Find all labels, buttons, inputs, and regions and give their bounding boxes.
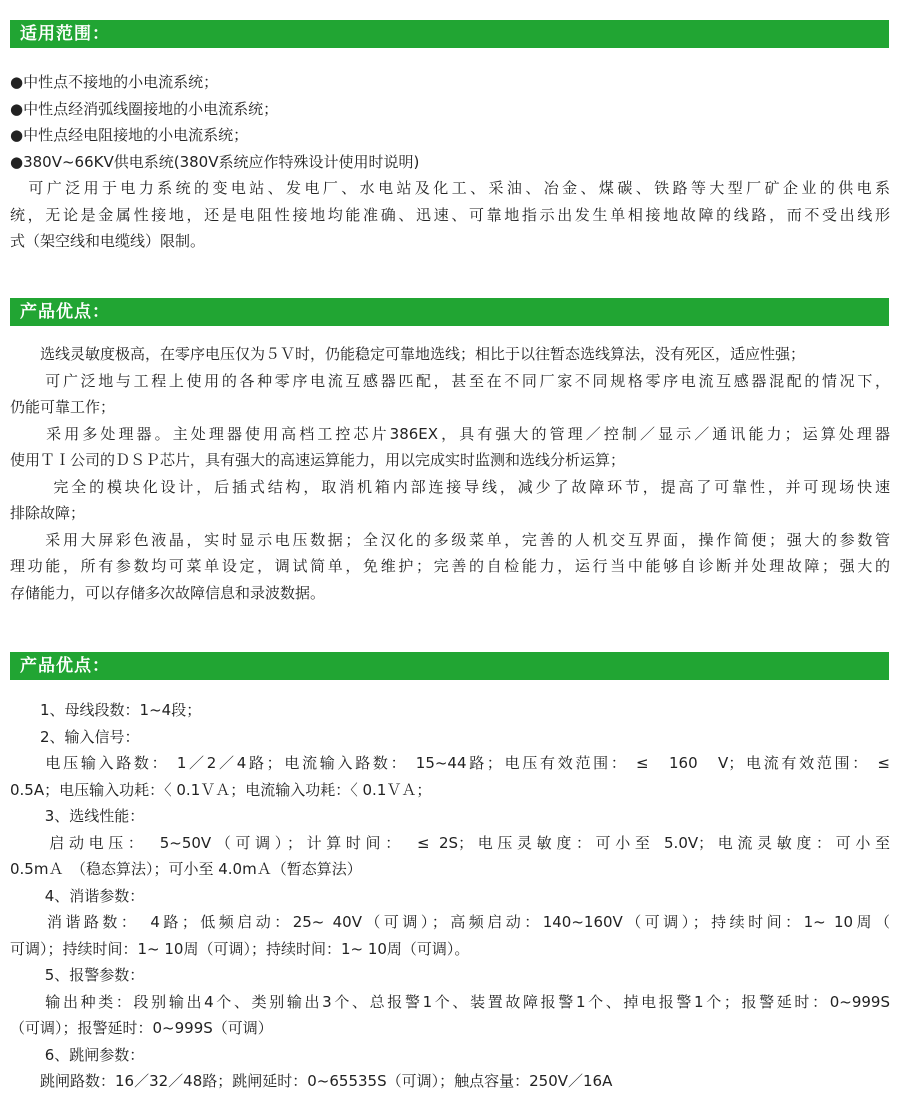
spec-line: 可调）；持续时间：1~ 10周（可调）；持续时间：1~ 10周（可调）。 [10, 939, 470, 958]
section-title-bar: 适用范围： [10, 20, 889, 48]
spec-line: 0.5mＡ （稳态算法）；可小至 4.0mＡ（暂态算法） [10, 860, 362, 878]
spec-line: 电压输入路数： 1／2／4路；电流输入路数： 15~44路；电压有效范围： ≤ 160 V；电流有效范围： ≤ [10, 754, 890, 772]
spec-line: 启动电压： 5~50V（可调）；计算时间： ≤ 2S；电压灵敏度：可小至 5.0V；电流灵敏度：可小至 [10, 833, 890, 852]
spec-line: 消谐路数： 4路；低频启动：25~ 40V（可调）；高频启动：140~160V（可调）；持续时间：1~ 10周（ [10, 913, 890, 931]
spec-line: 输出种类：段别输出4个、类别输出3个、总报警1个、装置故障报警1个、掉电报警1个；报警延时：0~999S [10, 992, 890, 1011]
paragraph-line: 采用多处理器。主处理器使用高档工控芯片386EX，具有强大的管理／控制／显示／通讯能力；运算处理器 [10, 424, 890, 443]
bullet-item: ●380V~66KV供电系统(380V系统应作特殊设计使用时说明) [10, 152, 420, 171]
paragraph-line: 仍能可靠工作； [10, 398, 116, 416]
spec-line: （可调）；报警延时：0~999S（可调） [10, 1019, 273, 1037]
paragraph-line: 选线灵敏度极高，在零序电压仅为５Ｖ时，仍能稳定可靠地选线；相比于以往暂态选线算法，没有死区，适应性强； [10, 345, 806, 363]
section-body [10, 69, 890, 255]
paragraph-line: 可广泛地与工程上使用的各种零序电流互感器匹配，甚至在不同厂家不同规格零序电流互感器混配的情况下， [10, 371, 890, 390]
section-title-bar: 产品优点： [10, 298, 889, 326]
paragraph-line: 式（架空线和电缆线）限制。 [10, 232, 206, 250]
bullet-item: ●中性点经消弧线圈接地的小电流系统； [10, 99, 279, 118]
spec-line: 1、母线段数：1~4段； [10, 701, 202, 719]
paragraph-line: 存储能力，可以存储多次故障信息和录波数据。 [10, 583, 326, 602]
section-body [10, 341, 890, 606]
paragraph-line: 可广泛用于电力系统的变电站、发电厂、水电站及化工、采油、冶金、煤碳、铁路等大型厂矿企业的供电系 [10, 179, 890, 197]
spec-line: 6、跳闸参数： [10, 1045, 145, 1064]
spec-line: 5、报警参数： [10, 966, 145, 984]
spec-line: 跳闸路数：16／32／48路；跳闸延时：0~65535S（可调）；触点容量：250V／16A [10, 1072, 613, 1090]
bullet-item: ●中性点经电阻接地的小电流系统； [10, 126, 249, 144]
paragraph-line: 使用ＴＩ公司的ＤＳＰ芯片，具有强大的高速运算能力，用以完成实时监测和选线分析运算； [10, 451, 626, 469]
paragraph-line: 完全的模块化设计，后插式结构，取消机箱内部连接导线，减少了故障环节，提高了可靠性，并可现场快速 [10, 477, 890, 496]
spec-line: 2、输入信号： [10, 727, 140, 746]
paragraph-line: 统，无论是金属性接地，还是电阻性接地均能准确、迅速、可靠地指示出发生单相接地故障的线路，而不受出线形 [10, 205, 890, 224]
spec-line: 3、选线性能： [10, 807, 145, 825]
section-body [10, 697, 890, 1095]
paragraph-line: 采用大屏彩色液晶，实时显示电压数据；全汉化的多级菜单，完善的人机交互界面，操作简便；强大的参数管 [10, 530, 890, 549]
bullet-item: ●中性点不接地的小电流系统； [10, 73, 219, 91]
paragraph-line: 排除故障； [10, 504, 86, 522]
section-title-bar: 产品优点： [10, 652, 889, 680]
spec-line: 4、消谐参数： [10, 886, 145, 905]
spec-line: 0.5A；电压输入功耗：〈 0.1ＶＡ；电流输入功耗：〈 0.1ＶＡ； [10, 780, 432, 799]
paragraph-line: 理功能，所有参数均可菜单设定，调试简单，免维护；完善的自检能力，运行当中能够自诊断并处理故障；强大的 [10, 557, 890, 575]
